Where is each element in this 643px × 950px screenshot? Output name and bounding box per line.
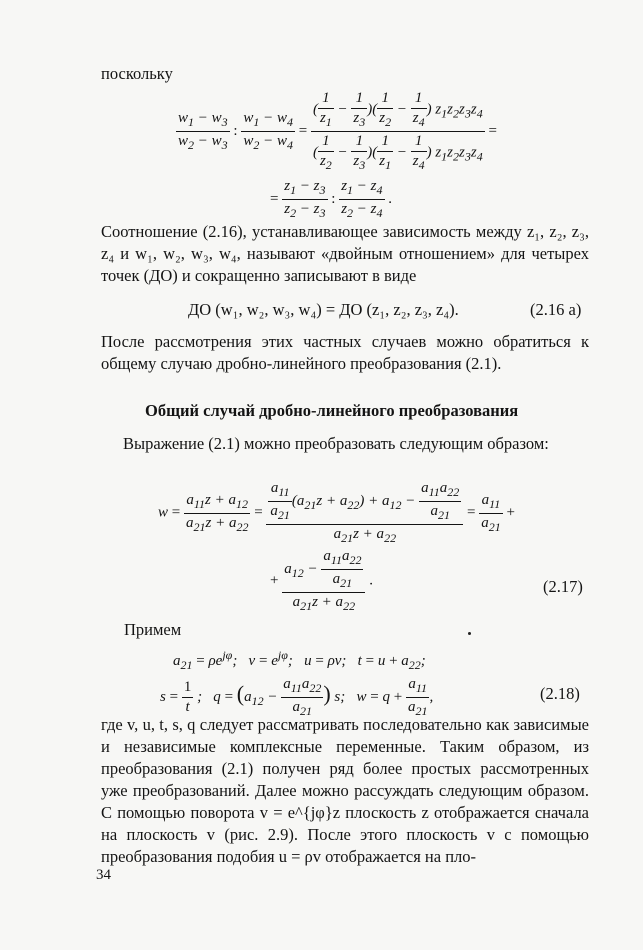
section-heading: Общий случай дробно-линейного преобразования (145, 401, 519, 420)
equation-2-16-result: = $\frac{z_1 - z_3}{z_2 - z_3}$ : $\frac{z_1 - z_4}{z_2 - z_4}$ . (270, 178, 393, 220)
equation-2-16a-number: (2.16 а) (530, 300, 582, 319)
equation-2-18-line1: $a_{21} = \rho e^{j\varphi}$; $v = e^{j\varphi}$; u = ρv; $t = u + a_{22}$; (173, 648, 426, 672)
equation-2-18-line2: s = $\frac{1}{t}$ ; $q = (a_{12}$ − $\frac{a_{11}a_{22}}{a_{21}}$ ) s; w = q + $\frac{a_{11}}{a_{21}}$ , (160, 676, 434, 718)
equation-2-17-number: (2.17) (543, 577, 583, 596)
equation-2-16a: ДО (w₁, w₂, w₃, w₄) = ДО (z₁, z₂, z₃, z₄). (188, 300, 459, 319)
paragraph-general-case: После рассмотрения этих частных случаев можно обратиться к общему случаю дробно-линейного преобразования (2.1). (101, 332, 589, 373)
paragraph-variables: где v, u, t, s, q следует рассматривать последовательно как зависимые и независимые комплексные переменные. Таким образом, из преобразования (2.1) получен ряд более простых рассмотренных уже преобразований. Далее можно рассуждать следующим образом. С помощью поворота v = e^{jφ}z плоскость z отображается сначала на плоскость v (рис. 2.9). После этого плоскость v с помощью преобразования подобия u = ρv отображается на пло- (101, 715, 589, 866)
equation-2-17-continued: + $a_{12}$ − $\frac{a_{11}a_{22}}{a_{21}}$ $a_{21}z + a_{22}$ . (270, 548, 373, 613)
intro-word: поскольку (101, 64, 173, 83)
paragraph-double-ratio: Соотношение (2.16), устанавливающее зависимость между z₁, z₂, z₃, z₄ и w₁, w₂, w₃, w₄, называют «двойным отношением» для четырех точек (ДО) и сокращенно записывают в виде (101, 222, 589, 285)
speck (468, 632, 471, 635)
equation-2-17: w = $\frac{a_{11}z + a_{12}}{a_{21}z + a_{22}}$ = $\frac{a_{11}}{a_{21}}$ $(a_{21}z + a_{22}) + a_{12}$ − $\frac{a_{11}a_{22}}{a_{21}}$ $a_{21}z + a_{22}$ = $\frac{a_{11}}{a_{21}}$ + (158, 480, 515, 545)
primem-label: Примем (124, 620, 182, 639)
equation-2-16: $\frac{w_1 - w_3}{w_2 - w_3}$ : $\frac{w_1 - w_4}{w_2 - w_4}$ = ( $\frac{1}{z_1}$ − $\frac{1}{z_3}$ )( $\frac{1}{z_2}$ − $\frac{1}{z_4}$ ) $z_1z_2z_3z_4$ ( $\frac{1}{z_2}$ − $\frac{1}{z_3}$ )( $\frac{1}{z_1}$ − $\frac{1}{z_4}$ ) $z_1z_2z_3z_4$ = (178, 90, 497, 172)
equation-2-18-number: (2.18) (540, 684, 580, 703)
paragraph-transform: Выражение (2.1) можно преобразовать следующим образом: (123, 434, 549, 453)
page-number: 34 (96, 867, 111, 883)
